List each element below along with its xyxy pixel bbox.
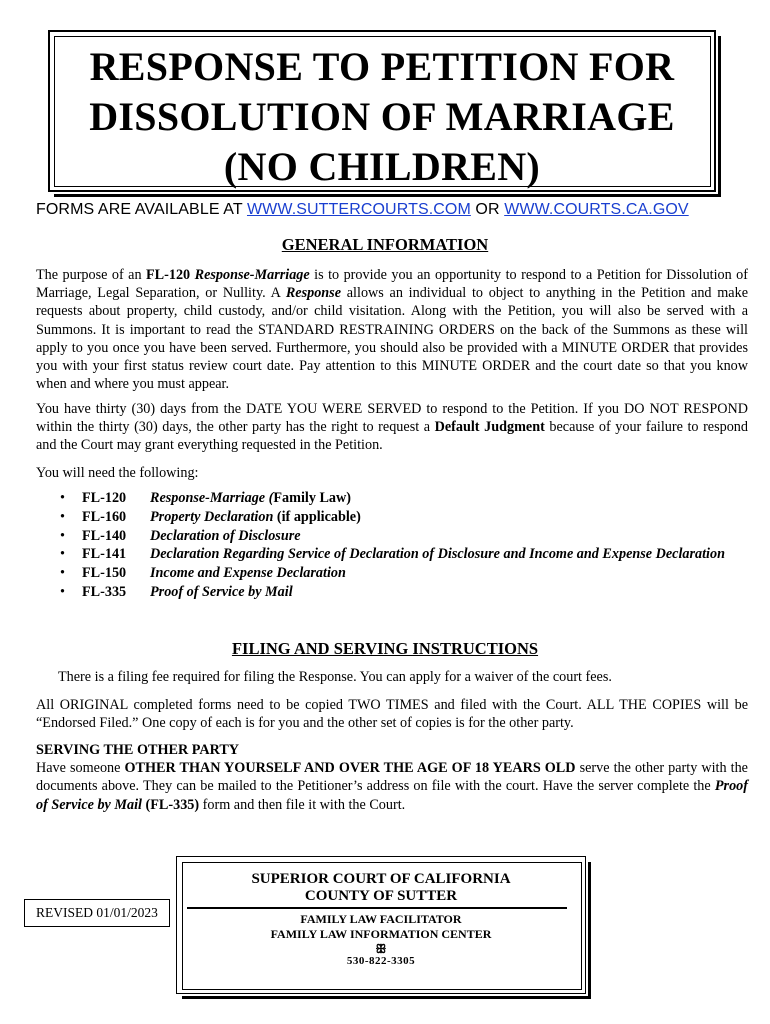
form-desc-extra: (if applicable)	[273, 508, 361, 525]
bullet-icon: •	[60, 583, 65, 600]
court-county: COUNTY OF SUTTER	[304, 888, 458, 904]
list-item	[60, 508, 750, 527]
server-requirement: OTHER THAN YOURSELF AND OVER THE AGE OF 18 YEARS OLD	[124, 760, 576, 777]
general-info-heading: GENERAL INFORMATION	[281, 235, 489, 254]
form-name: Proof of Service by Mail	[36, 778, 748, 813]
filing-paragraph-1: There is a filing fee required for filing the Response. You can apply for a waiver of the court fees.	[58, 669, 612, 685]
default-judgment-term: Default Judgment	[434, 419, 545, 436]
list-item	[60, 545, 750, 564]
form-code: FL-120	[82, 490, 127, 506]
form-desc: Response-Marriage (	[150, 490, 274, 506]
form-code: FL-150	[82, 565, 127, 582]
title-line-3: (NO CHILDREN)	[223, 144, 541, 189]
courts-ca-link[interactable]: WWW.COURTS.CA.GOV	[504, 201, 689, 218]
forms-availability-line	[36, 201, 689, 219]
serving-heading: SERVING THE OTHER PARTY	[36, 742, 240, 758]
general-info-paragraph-3: You will need the following:	[36, 465, 199, 481]
text-run: The purpose of an	[36, 267, 147, 283]
forms-prefix: FORMS ARE AVAILABLE AT	[36, 201, 247, 218]
form-desc: Property Declaration	[150, 508, 274, 525]
general-info-paragraph-1	[36, 266, 748, 393]
form-desc: Proof of Service by Mail	[150, 583, 293, 600]
forms-or: OR	[470, 201, 505, 218]
form-desc: Declaration of Disclosure	[150, 527, 301, 544]
revised-date-box: REVISED 01/01/2023	[24, 899, 170, 927]
text-run: You have thirty (30) days from the DATE YOU WERE SERVED to respond to the Petition. If you DO NOT RESPOND within the thirty (30) days, the other party has the right to request a	[36, 401, 748, 436]
title-line-1: RESPONSE TO PETITION FOR	[89, 44, 675, 89]
text-run: form and then file it with the Court.	[199, 796, 406, 813]
list-item	[60, 564, 750, 583]
serving-section	[36, 741, 748, 814]
form-desc: Declaration Regarding Service of Declaration of Disclosure and Income and Expense Declaration	[150, 546, 725, 563]
title-box	[48, 30, 716, 192]
form-code: FL-141	[82, 546, 127, 563]
bullet-icon: •	[60, 565, 65, 582]
bullet-icon: •	[60, 490, 65, 506]
form-code: FL-120	[146, 267, 195, 283]
list-item	[60, 583, 750, 602]
court-phone: 530-822-3305	[346, 955, 416, 967]
general-info-paragraph-2	[36, 400, 748, 455]
text-run: is to provide you an opportunity to respond to a Petition for Dissolution of Marriage, Legal Separation, or Nullity. A	[36, 267, 749, 302]
form-code: FL-160	[82, 508, 127, 525]
form-desc: Income and Expense Declaration	[150, 565, 346, 582]
form-code: FL-335	[82, 583, 127, 600]
response-term: Response	[285, 285, 342, 302]
filing-heading: FILING AND SERVING INSTRUCTIONS	[231, 639, 539, 658]
title-line-2: DISSOLUTION OF MARRIAGE	[89, 94, 675, 139]
suttercourts-link[interactable]: WWW.SUTTERCOURTS.COM	[246, 201, 471, 218]
form-code: (FL-335)	[141, 796, 200, 813]
court-info-center: FAMILY LAW INFORMATION CENTER	[270, 927, 492, 941]
court-info-box	[176, 856, 586, 994]
list-item	[60, 489, 750, 508]
form-name: Response-Marriage	[194, 267, 310, 283]
list-item	[60, 527, 750, 546]
required-forms-list	[60, 489, 750, 602]
ornament-icon: ꕥ	[375, 942, 387, 956]
page-title	[50, 42, 714, 192]
text-run: serve the other party with the documents above. They can be mailed to the Petitioner’s address on file with the court. Have the server complete the	[36, 760, 748, 795]
text-run: because of your failure to respond and the Court may grant everything requested in the Petition.	[36, 419, 748, 454]
court-facilitator: FAMILY LAW FACILITATOR	[300, 912, 462, 926]
text-run: Have someone	[36, 760, 125, 777]
text-run: allows an individual to object to anything in the Petition and make requests about property, child custody, and/or child visitation. Along with the Petition, you will also be served with a Summons. It is important to read the STANDARD RESTRAINING ORDERS on the back of the Summons as these will apply to you once you have been served. Furthermore, you should also be provided with a MINUTE ORDER that provides you with your first status review court date. Pay attention to this MINUTE ORDER and the court date so that you know when and where you must appear.	[36, 285, 748, 393]
form-desc-extra: Family Law)	[273, 490, 351, 506]
form-code: FL-140	[82, 527, 127, 544]
filing-paragraph-2: All ORIGINAL completed forms need to be copied TWO TIMES and filed with the Court. ALL THE COPIES will be “Endorsed Filed.” One copy of each is for you and the other set of copies is for the other party.	[36, 697, 748, 732]
bullet-icon: •	[60, 508, 65, 525]
bullet-icon: •	[60, 527, 65, 544]
divider	[187, 907, 567, 909]
court-name: SUPERIOR COURT OF CALIFORNIA	[251, 871, 511, 887]
bullet-icon: •	[60, 546, 65, 563]
